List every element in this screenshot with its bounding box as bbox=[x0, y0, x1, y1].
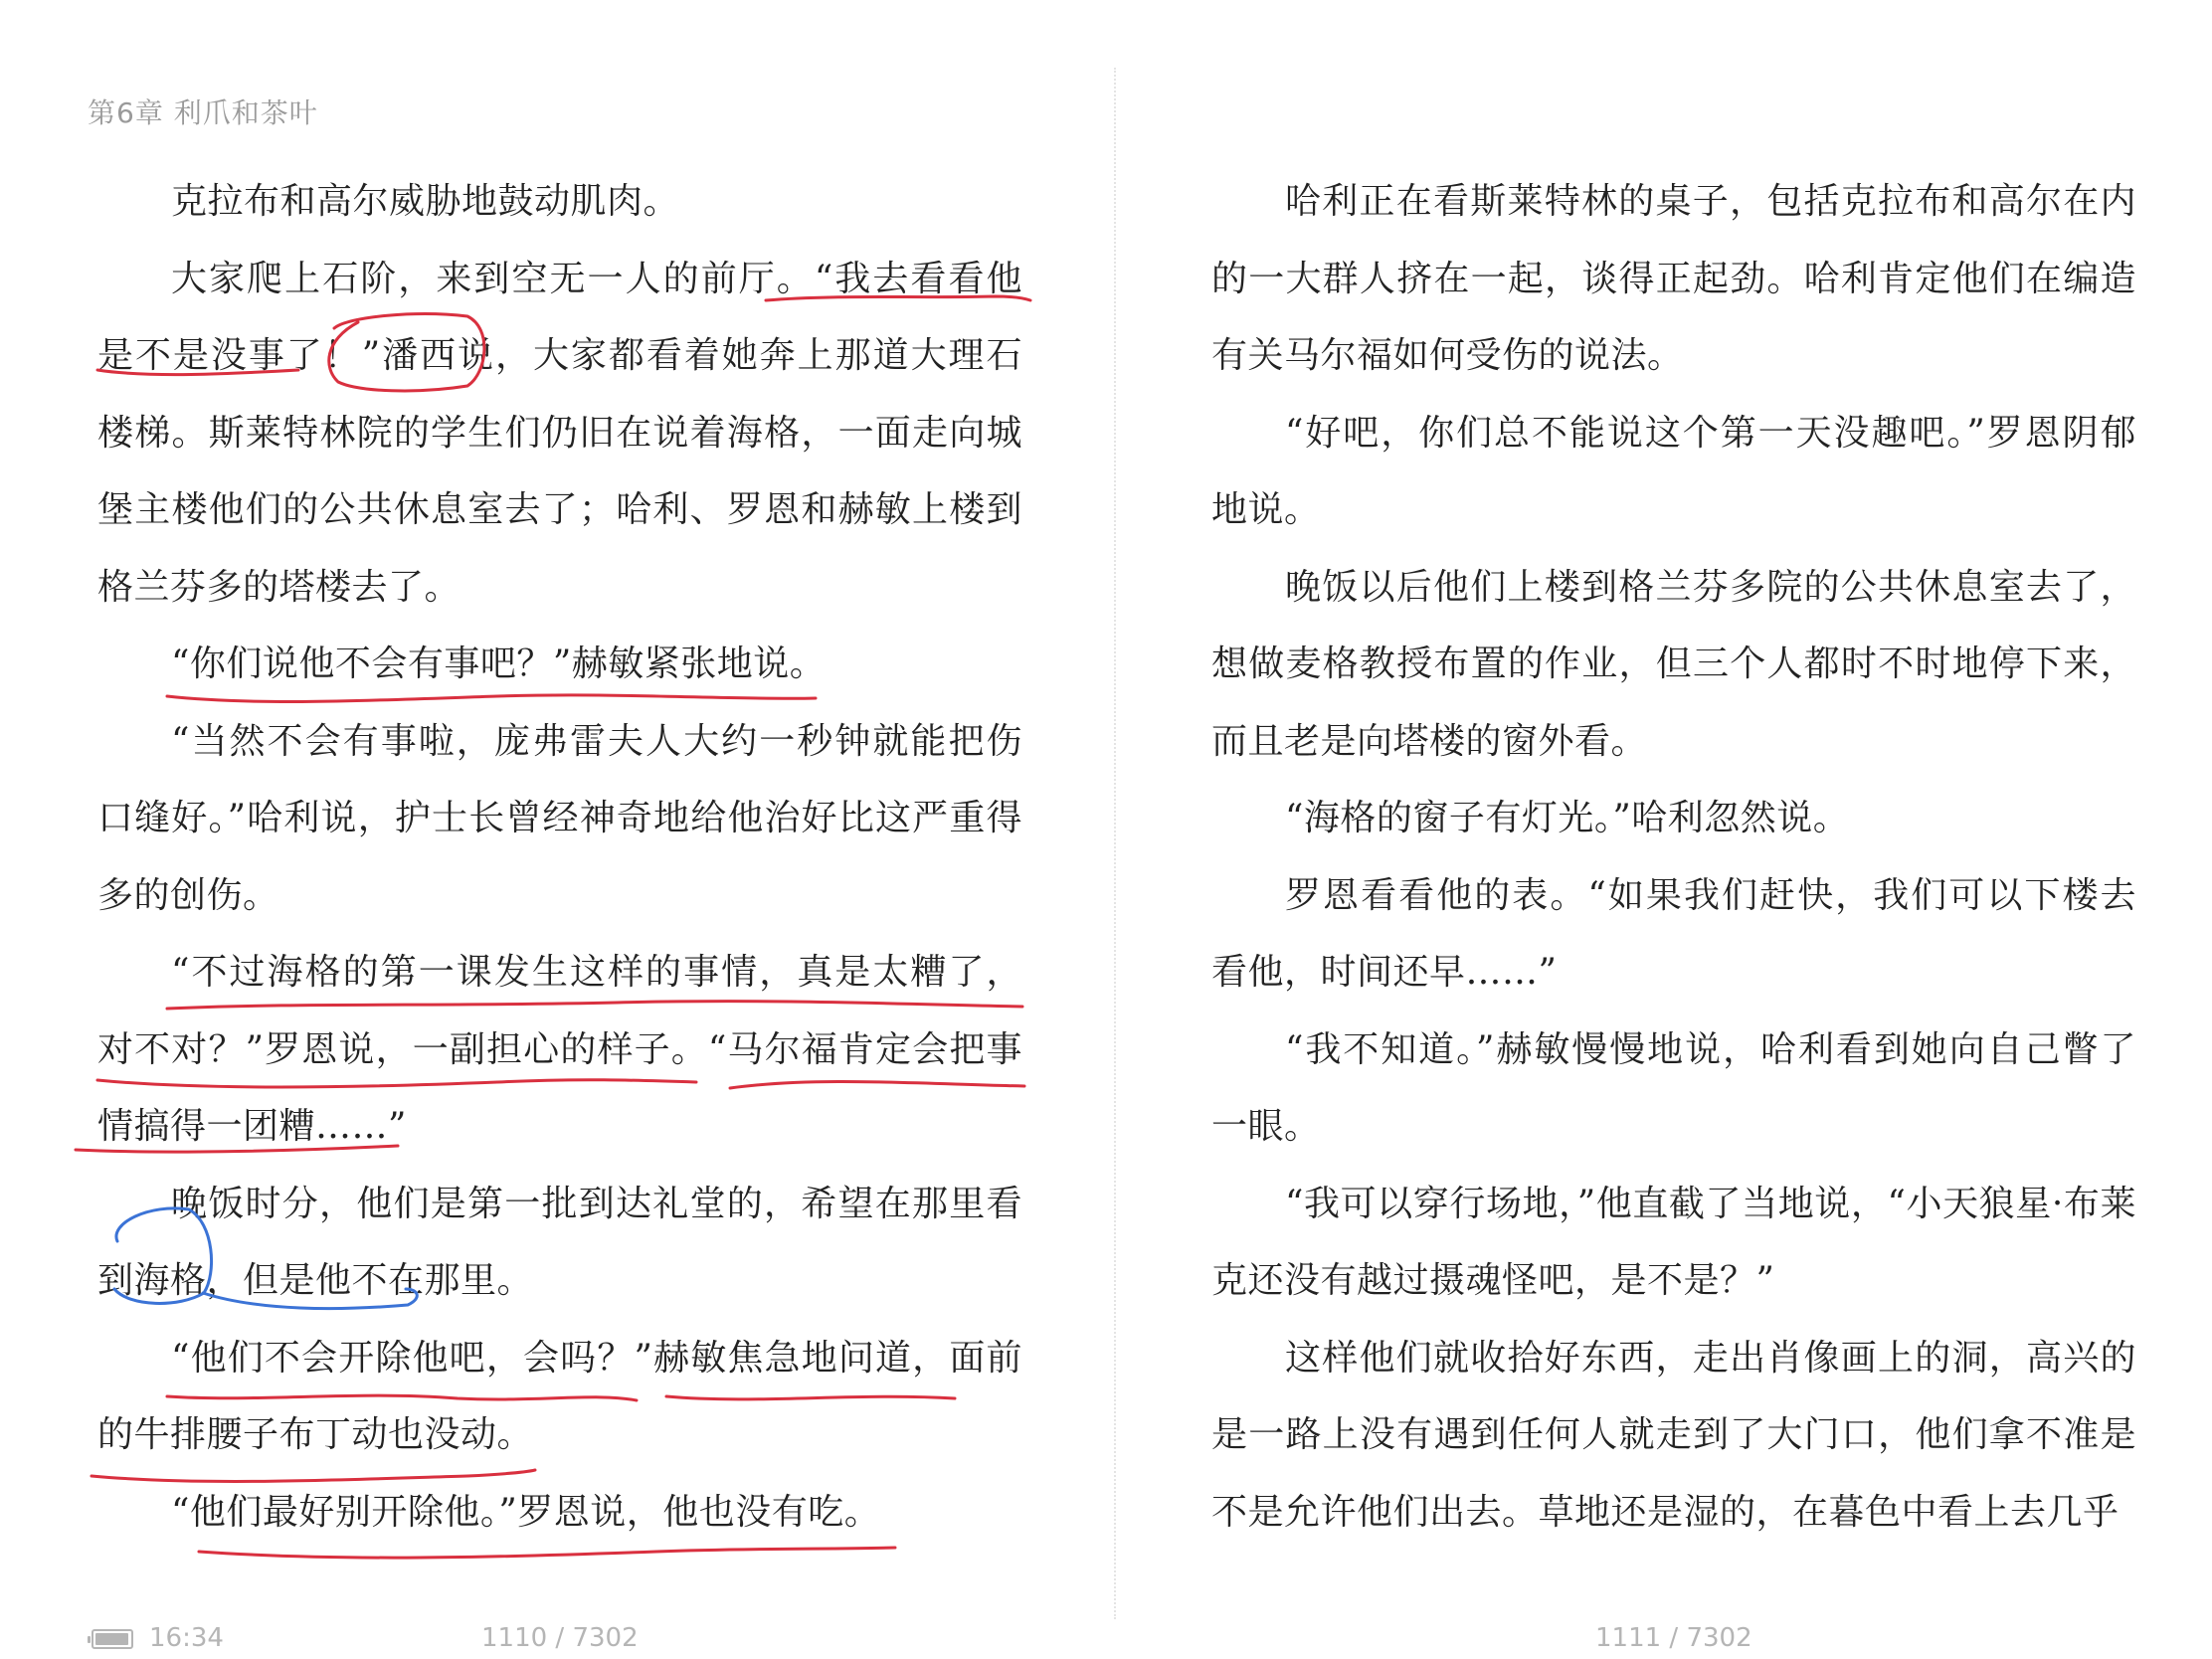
paragraph: “不过海格的第一课发生这样的事情，真是太糟了，对不对？”罗恩说，一副担心的样子。“马尔福肯定会把事情搞得一团糟……” bbox=[97, 952, 1022, 1147]
paragraph: “海格的窗子有灯光。”哈利忽然说。 bbox=[1285, 798, 1850, 838]
paragraph: “你们说他不会有事吧？”赫敏紧张地说。 bbox=[171, 644, 827, 684]
paragraph: 罗恩看看他的表。“如果我们赶快，我们可以下楼去看他，时间还早……” bbox=[1211, 874, 2136, 993]
battery-icon bbox=[92, 1629, 133, 1649]
paragraph: “我不知道。”赫敏慢慢地说，哈利看到她向自己瞥了一眼。 bbox=[1211, 1028, 2136, 1147]
paragraph: 哈利正在看斯莱特林的桌子，包括克拉布和高尔在内的一大群人挤在一起，谈得正起劲。哈利肯定他们在编造有关马尔福如何受伤的说法。 bbox=[1211, 181, 2136, 376]
page-divider bbox=[1114, 68, 1116, 1619]
paragraph: “好吧，你们总不能说这个第一天没趣吧。”罗恩阴郁地说。 bbox=[1211, 412, 2136, 530]
right-page-number: 1111 / 7302 bbox=[1595, 1623, 1752, 1653]
right-page[interactable] bbox=[1211, 163, 2136, 1551]
left-page-number: 1110 / 7302 bbox=[481, 1623, 639, 1653]
paragraph: 晚饭以后他们上楼到格兰芬多院的公共休息室去了，想做麦格教授布置的作业，但三个人都时不时地停下来，而且老是向塔楼的窗外看。 bbox=[1211, 566, 2136, 762]
paragraph: “他们最好别开除他。”罗恩说，他也没有吃。 bbox=[171, 1491, 881, 1533]
paragraph: “他们不会开除他吧，会吗？”赫敏焦急地问道，面前的牛排腰子布丁动也没动。 bbox=[97, 1337, 1022, 1455]
left-page[interactable] bbox=[97, 163, 1022, 1551]
status-time: 16:34 bbox=[149, 1623, 224, 1653]
paragraph: 克拉布和高尔威胁地鼓动肌肉。 bbox=[171, 181, 680, 222]
paragraph: 晚饭时分，他们是第一批到达礼堂的，希望在那里看到海格，但是他不在那里。 bbox=[97, 1183, 1022, 1301]
paragraph: “当然不会有事啦，庞弗雷夫人大约一秒钟就能把伤口缝好。”哈利说，护士长曾经神奇地给他治好比这严重得多的创伤。 bbox=[97, 720, 1022, 916]
paragraph: 这样他们就收拾好东西，走出肖像画上的洞，高兴的是一路上没有遇到任何人就走到了大门口，他们拿不准是不是允许他们出去。草地还是湿的，在暮色中看上去几乎 bbox=[1211, 1337, 2136, 1533]
chapter-title: 第6章 利爪和茶叶 bbox=[88, 96, 318, 129]
paragraph: “我可以穿行场地，”他直截了当地说，“小天狼星·布莱克还没有越过摄魂怪吧，是不是？” bbox=[1211, 1183, 2136, 1301]
paragraph: 大家爬上石阶，来到空无一人的前厅。“我去看看他是不是没事了！”潘西说，大家都看着她奔上那道大理石楼梯。斯莱特林院的学生们仍旧在说着海格，一面走向城堡主楼他们的公共休息室去了；哈利、罗恩和赫敏上楼到格兰芬多的塔楼去了。 bbox=[97, 258, 1022, 608]
